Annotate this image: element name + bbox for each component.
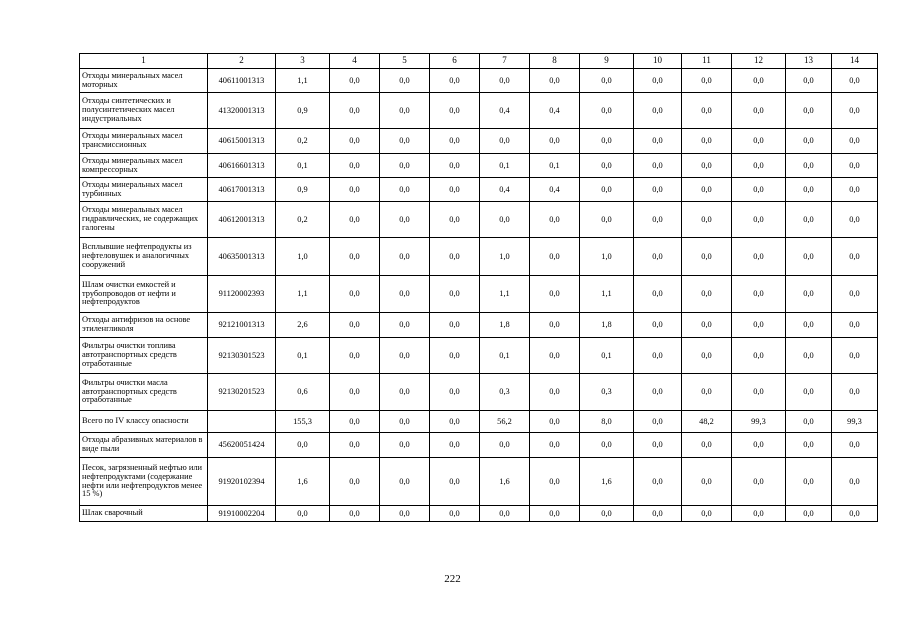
value-cell: 0,3: [480, 374, 530, 411]
waste-name-cell: Всего по IV классу опасности: [80, 411, 208, 433]
value-cell: 0,0: [430, 458, 480, 506]
value-cell: 0,0: [682, 374, 732, 411]
waste-name-cell: Шлак сварочный: [80, 506, 208, 522]
value-cell: 0,0: [732, 202, 786, 238]
column-header: 7: [480, 54, 530, 69]
value-cell: 0,0: [786, 154, 832, 178]
column-header: 9: [580, 54, 634, 69]
value-cell: 0,0: [330, 374, 380, 411]
value-cell: 0,0: [380, 338, 430, 374]
value-cell: 0,0: [380, 313, 430, 338]
value-cell: 0,0: [832, 374, 878, 411]
value-cell: 0,2: [276, 202, 330, 238]
value-cell: 0,0: [732, 313, 786, 338]
value-cell: 0,0: [682, 433, 732, 458]
value-cell: 0,1: [480, 338, 530, 374]
waste-name-cell: Фильтры очистки масла автотранспортных средств отработанные: [80, 374, 208, 411]
value-cell: 0,0: [732, 276, 786, 313]
value-cell: 1,6: [580, 458, 634, 506]
value-cell: 0,0: [786, 338, 832, 374]
value-cell: 0,0: [634, 154, 682, 178]
value-cell: 0,0: [380, 238, 430, 276]
value-cell: 1,1: [276, 69, 330, 93]
value-cell: 0,0: [786, 313, 832, 338]
value-cell: 1,1: [276, 276, 330, 313]
value-cell: 0,0: [786, 458, 832, 506]
value-cell: 0,0: [430, 154, 480, 178]
value-cell: 0,0: [330, 411, 380, 433]
value-cell: 0,0: [330, 178, 380, 202]
value-cell: 0,0: [832, 238, 878, 276]
value-cell: 0,0: [786, 129, 832, 154]
value-cell: 0,0: [430, 178, 480, 202]
waste-code-cell: 92130201523: [208, 374, 276, 411]
waste-code-cell: 91920102394: [208, 458, 276, 506]
waste-name-cell: Всплывшие нефтепродукты из нефтеловушек и аналогичных сооружений: [80, 238, 208, 276]
value-cell: 0,0: [786, 374, 832, 411]
table-row: [80, 129, 878, 154]
value-cell: 0,0: [530, 506, 580, 522]
value-cell: 0,0: [786, 506, 832, 522]
value-cell: 0,0: [634, 433, 682, 458]
table-row: [80, 238, 878, 276]
value-cell: 0,0: [682, 129, 732, 154]
column-header: 5: [380, 54, 430, 69]
value-cell: 0,0: [380, 154, 430, 178]
value-cell: 0,0: [580, 93, 634, 129]
value-cell: 0,0: [430, 411, 480, 433]
value-cell: 0,0: [480, 433, 530, 458]
value-cell: 0,0: [430, 69, 480, 93]
value-cell: 1,0: [480, 238, 530, 276]
value-cell: 0,0: [530, 374, 580, 411]
value-cell: 0,0: [330, 276, 380, 313]
value-cell: 0,1: [480, 154, 530, 178]
value-cell: 0,0: [530, 69, 580, 93]
waste-name-cell: Шлам очистки емкостей и трубопроводов от нефти и нефтепродуктов: [80, 276, 208, 313]
value-cell: 0,0: [634, 178, 682, 202]
value-cell: 0,0: [276, 506, 330, 522]
value-cell: 1,6: [276, 458, 330, 506]
value-cell: 99,3: [732, 411, 786, 433]
value-cell: 0,0: [530, 238, 580, 276]
value-cell: 0,0: [634, 458, 682, 506]
column-header: 2: [208, 54, 276, 69]
waste-name-cell: Песок, загрязненный нефтью или нефтепродуктами (содержание нефти или нефтепродуктов менее 15 %): [80, 458, 208, 506]
value-cell: 155,3: [276, 411, 330, 433]
value-cell: 0,0: [330, 129, 380, 154]
value-cell: 0,0: [530, 313, 580, 338]
column-header: 8: [530, 54, 580, 69]
table-row: [80, 202, 878, 238]
value-cell: 48,2: [682, 411, 732, 433]
table-row: [80, 338, 878, 374]
value-cell: 0,0: [732, 374, 786, 411]
value-cell: 0,3: [580, 374, 634, 411]
table-row: [80, 433, 878, 458]
table-row: [80, 313, 878, 338]
value-cell: 0,0: [530, 276, 580, 313]
column-header: 11: [682, 54, 732, 69]
value-cell: 0,0: [682, 276, 732, 313]
value-cell: 0,0: [430, 313, 480, 338]
value-cell: 0,0: [832, 154, 878, 178]
value-cell: 0,0: [832, 178, 878, 202]
column-header: 6: [430, 54, 480, 69]
waste-code-cell: [208, 411, 276, 433]
value-cell: 0,0: [732, 238, 786, 276]
value-cell: 0,0: [786, 69, 832, 93]
value-cell: 0,0: [380, 458, 430, 506]
waste-code-cell: 41320001313: [208, 93, 276, 129]
waste-name-cell: Отходы минеральных масел турбинных: [80, 178, 208, 202]
column-header: 12: [732, 54, 786, 69]
value-cell: 0,0: [430, 374, 480, 411]
table-row: [80, 93, 878, 129]
value-cell: 0,1: [276, 154, 330, 178]
waste-code-cell: 40615001313: [208, 129, 276, 154]
value-cell: 0,0: [430, 338, 480, 374]
value-cell: 0,0: [786, 202, 832, 238]
value-cell: 0,0: [380, 506, 430, 522]
value-cell: 0,0: [732, 129, 786, 154]
value-cell: 0,4: [480, 93, 530, 129]
value-cell: 0,0: [832, 69, 878, 93]
value-cell: 0,0: [786, 93, 832, 129]
waste-code-cell: 91910002204: [208, 506, 276, 522]
value-cell: 0,0: [580, 433, 634, 458]
value-cell: 0,0: [430, 276, 480, 313]
value-cell: 0,0: [682, 69, 732, 93]
value-cell: 1,1: [580, 276, 634, 313]
value-cell: 0,0: [634, 69, 682, 93]
table-header-row: [80, 54, 878, 69]
waste-name-cell: Отходы абразивных материалов в виде пыли: [80, 433, 208, 458]
value-cell: 0,0: [430, 433, 480, 458]
value-cell: 0,0: [786, 238, 832, 276]
value-cell: 0,0: [832, 129, 878, 154]
value-cell: 0,0: [380, 69, 430, 93]
column-header: 10: [634, 54, 682, 69]
value-cell: 0,0: [330, 238, 380, 276]
value-cell: 0,0: [530, 129, 580, 154]
value-cell: 0,0: [682, 313, 732, 338]
page-number: 222: [444, 573, 461, 585]
waste-code-cell: 92121001313: [208, 313, 276, 338]
value-cell: 0,0: [832, 506, 878, 522]
waste-code-cell: 40611001313: [208, 69, 276, 93]
value-cell: 0,0: [634, 411, 682, 433]
value-cell: 0,0: [732, 338, 786, 374]
waste-name-cell: Отходы минеральных масел моторных: [80, 69, 208, 93]
waste-name-cell: Отходы синтетических и полусинтетических масел индустриальных: [80, 93, 208, 129]
waste-code-cell: 91120002393: [208, 276, 276, 313]
value-cell: 0,1: [276, 338, 330, 374]
value-cell: 0,0: [380, 433, 430, 458]
value-cell: 0,0: [832, 313, 878, 338]
value-cell: 0,0: [480, 69, 530, 93]
value-cell: 0,0: [634, 313, 682, 338]
value-cell: 0,9: [276, 178, 330, 202]
value-cell: 0,0: [380, 411, 430, 433]
table-row: [80, 411, 878, 433]
value-cell: 0,0: [530, 433, 580, 458]
value-cell: 0,2: [276, 129, 330, 154]
value-cell: 0,0: [430, 202, 480, 238]
value-cell: 0,0: [480, 506, 530, 522]
table-row: [80, 374, 878, 411]
value-cell: 0,0: [682, 178, 732, 202]
column-header: 3: [276, 54, 330, 69]
value-cell: 0,0: [330, 154, 380, 178]
value-cell: 0,0: [530, 202, 580, 238]
waste-code-cell: 40612001313: [208, 202, 276, 238]
value-cell: 0,4: [530, 93, 580, 129]
waste-name-cell: Фильтры очистки топлива автотранспортных средств отработанные: [80, 338, 208, 374]
value-cell: 0,0: [430, 238, 480, 276]
value-cell: 0,0: [380, 276, 430, 313]
value-cell: 0,0: [634, 374, 682, 411]
value-cell: 0,0: [732, 506, 786, 522]
value-cell: 0,0: [634, 276, 682, 313]
waste-code-cell: 40617001313: [208, 178, 276, 202]
value-cell: 0,0: [580, 202, 634, 238]
value-cell: 0,0: [430, 129, 480, 154]
value-cell: 0,0: [732, 433, 786, 458]
value-cell: 1,8: [580, 313, 634, 338]
value-cell: 0,0: [682, 238, 732, 276]
value-cell: 0,0: [430, 506, 480, 522]
value-cell: 0,1: [530, 154, 580, 178]
waste-name-cell: Отходы минеральных масел компрессорных: [80, 154, 208, 178]
value-cell: 1,6: [480, 458, 530, 506]
value-cell: 0,0: [732, 69, 786, 93]
value-cell: 0,0: [786, 433, 832, 458]
value-cell: 0,0: [380, 374, 430, 411]
value-cell: 0,4: [480, 178, 530, 202]
value-cell: 0,0: [330, 69, 380, 93]
value-cell: 0,0: [330, 93, 380, 129]
value-cell: 0,0: [580, 69, 634, 93]
value-cell: 0,0: [530, 411, 580, 433]
table-row: [80, 178, 878, 202]
waste-code-cell: 40635001313: [208, 238, 276, 276]
value-cell: 0,0: [786, 411, 832, 433]
value-cell: 0,0: [580, 178, 634, 202]
table-row: [80, 69, 878, 93]
value-cell: 0,0: [330, 506, 380, 522]
value-cell: 2,6: [276, 313, 330, 338]
table-body: [80, 69, 878, 522]
column-header: 13: [786, 54, 832, 69]
value-cell: 0,0: [580, 154, 634, 178]
waste-name-cell: Отходы минеральных масел гидравлических, не содержащих галогены: [80, 202, 208, 238]
value-cell: 0,0: [330, 202, 380, 238]
value-cell: 1,0: [276, 238, 330, 276]
value-cell: 0,0: [380, 129, 430, 154]
value-cell: 99,3: [832, 411, 878, 433]
value-cell: 0,0: [480, 202, 530, 238]
value-cell: 0,0: [786, 276, 832, 313]
value-cell: 0,0: [682, 93, 732, 129]
value-cell: 0,0: [530, 458, 580, 506]
value-cell: 0,0: [832, 93, 878, 129]
value-cell: 56,2: [480, 411, 530, 433]
waste-code-cell: 92130301523: [208, 338, 276, 374]
value-cell: 0,0: [480, 129, 530, 154]
column-header: 1: [80, 54, 208, 69]
table-row: [80, 154, 878, 178]
table-row: [80, 276, 878, 313]
value-cell: 0,0: [832, 338, 878, 374]
value-cell: 0,9: [276, 93, 330, 129]
value-cell: 0,0: [634, 238, 682, 276]
value-cell: 0,0: [380, 202, 430, 238]
value-cell: 0,0: [530, 338, 580, 374]
value-cell: 1,8: [480, 313, 530, 338]
value-cell: 0,0: [832, 433, 878, 458]
column-header: 4: [330, 54, 380, 69]
value-cell: 1,1: [480, 276, 530, 313]
value-cell: 0,0: [682, 458, 732, 506]
waste-name-cell: Отходы минеральных масел трансмиссионных: [80, 129, 208, 154]
value-cell: 0,0: [832, 458, 878, 506]
value-cell: 0,0: [682, 202, 732, 238]
value-cell: 0,0: [430, 93, 480, 129]
value-cell: 0,0: [634, 338, 682, 374]
waste-code-cell: 45620051424: [208, 433, 276, 458]
value-cell: 0,0: [380, 178, 430, 202]
value-cell: 0,0: [732, 154, 786, 178]
value-cell: 0,0: [786, 178, 832, 202]
value-cell: 0,0: [634, 506, 682, 522]
value-cell: 0,0: [682, 338, 732, 374]
value-cell: 8,0: [580, 411, 634, 433]
value-cell: 0,0: [330, 313, 380, 338]
value-cell: 0,0: [330, 338, 380, 374]
column-header: 14: [832, 54, 878, 69]
value-cell: 0,0: [682, 154, 732, 178]
value-cell: 0,0: [634, 202, 682, 238]
value-cell: 0,0: [732, 93, 786, 129]
table-row: [80, 506, 878, 522]
table-row: [80, 458, 878, 506]
value-cell: 0,0: [732, 178, 786, 202]
value-cell: 0,0: [276, 433, 330, 458]
value-cell: 0,0: [832, 202, 878, 238]
value-cell: 0,0: [634, 93, 682, 129]
value-cell: 0,0: [634, 129, 682, 154]
value-cell: 0,0: [580, 129, 634, 154]
waste-table: [79, 53, 878, 522]
value-cell: 0,0: [682, 506, 732, 522]
value-cell: 0,0: [330, 433, 380, 458]
value-cell: 0,0: [580, 506, 634, 522]
value-cell: 0,0: [380, 93, 430, 129]
waste-name-cell: Отходы антифризов на основе этиленгликоля: [80, 313, 208, 338]
value-cell: 0,4: [530, 178, 580, 202]
value-cell: 0,6: [276, 374, 330, 411]
value-cell: 0,0: [732, 458, 786, 506]
value-cell: 0,0: [832, 276, 878, 313]
value-cell: 0,1: [580, 338, 634, 374]
value-cell: 0,0: [330, 458, 380, 506]
value-cell: 1,0: [580, 238, 634, 276]
waste-code-cell: 40616601313: [208, 154, 276, 178]
